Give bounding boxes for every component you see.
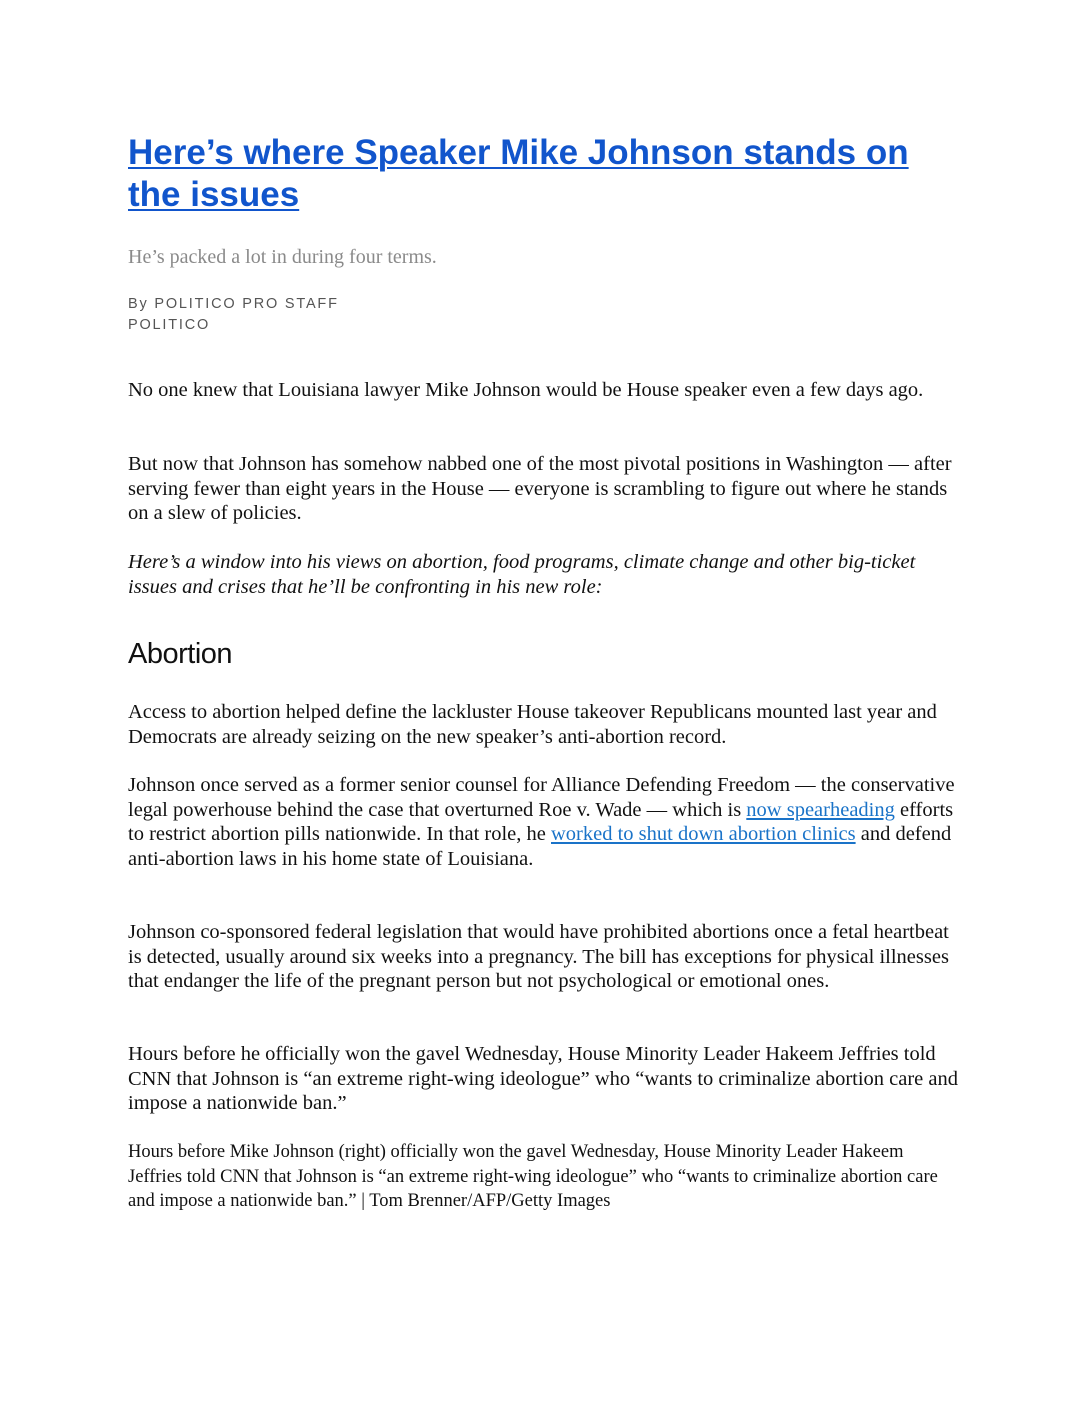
photo-caption: Hours before Mike Johnson (right) officially won the gavel Wednesday, House Minority Leader Hakeem Jeffries told CNN that Johnson is “an extreme right-wing ideologue” who “wants to criminalize abortion care and impose a nationwide ban.” | Tom Brenner/AFP/Getty Images — [128, 1142, 938, 1211]
paragraph-text: and defend anti-abortion laws in his home state of Louisiana. — [128, 823, 952, 870]
paragraph-text: Johnson once served as a former senior counsel for Alliance Defending Freedom — the conservative legal powerhouse behind the case that overturned Roe v. Wade — which is — [128, 774, 955, 821]
intro-paragraph-1: No one knew that Louisiana lawyer Mike Johnson would be House speaker even a few days ago. — [128, 379, 924, 401]
intro-paragraph-2: But now that Johnson has somehow nabbed one of the most pivotal positions in Washington — after serving fewer than eight years in the House — everyone is scrambling to figure out where he stands on a slew of policies. — [128, 453, 952, 524]
intro-italic-paragraph: Here’s a window into his views on abortion, food programs, climate change and other big-ticket issues and crises that he’ll be confronting in his new role: — [128, 551, 916, 598]
article-dek: He’s packed a lot in during four terms. — [128, 246, 437, 268]
section-heading-abortion: Abortion — [128, 638, 233, 670]
byline — [128, 294, 339, 336]
abortion-paragraph-4: Hours before he officially won the gavel Wednesday, House Minority Leader Hakeem Jeffries told CNN that Johnson is “an extreme right-wing ideologue” who “wants to criminalize abortion care and impose a nationwide ban.” — [128, 1043, 959, 1114]
paragraph-text: efforts to restrict abortion pills nationwide. In that role, he — [128, 798, 954, 845]
byline-outlet: POLITICO — [128, 317, 211, 333]
abortion-paragraph-2 — [128, 773, 958, 871]
byline-author: By POLITICO PRO STAFF — [128, 296, 339, 312]
abortion-paragraph-1: Access to abortion helped define the lackluster House takeover Republicans mounted last year and Democrats are already seizing on the new speaker’s anti-abortion record. — [128, 701, 937, 748]
shut-down-clinics-link[interactable]: worked to shut down abortion clinics — [551, 823, 856, 845]
now-spearheading-link[interactable]: now spearheading — [746, 798, 895, 821]
abortion-paragraph-3: Johnson co-sponsored federal legislation that would have prohibited abortions once a fetal heartbeat is detected, usually around six weeks into a pregnancy. The bill has exceptions for physical illnesses that endanger the life of the pregnant person but not psychological or emotional ones. — [128, 921, 949, 992]
headline-link[interactable]: Here’s where Speaker Mike Johnson stands on the issues — [128, 133, 909, 214]
